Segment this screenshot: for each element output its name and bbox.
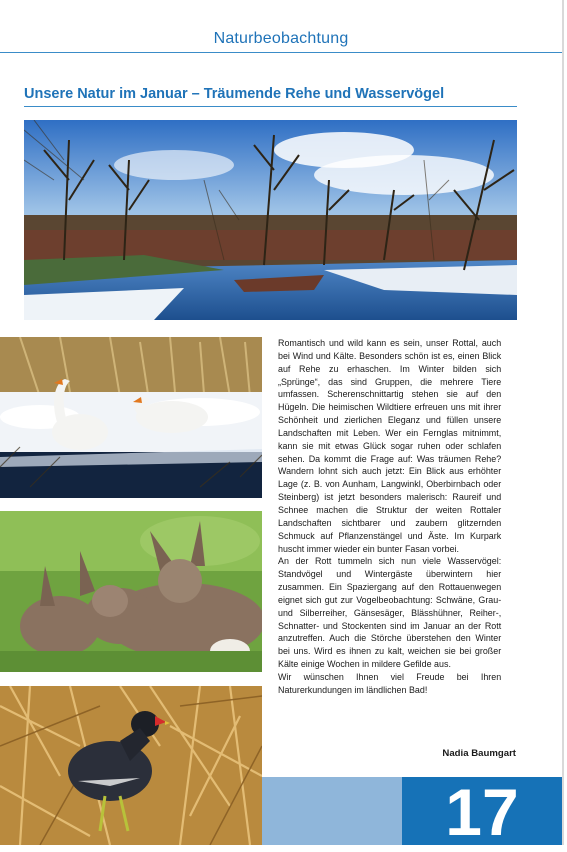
section-title: Naturbeobachtung [213,30,349,47]
article-paragraph: Wir wünschen Ihnen viel Freude bei Ihren Naturerkundungen im ländlichen Bad! [278,671,502,696]
article-paragraph: Romantisch und wild kann es sein, unser Rottal, auch bei Wind und Kälte. Besonders schön ist es, einen Blick auf Rehe zu erhaschen. Im Winter bilden sich „Sprünge“, das sind Gruppen, die mehrere Tiere umfassen. Scherenschnittartig stehen sie auf den Hügeln. Die heimischen Wildtiere erfreuen uns mit ihrer Schönheit und zierlichen Eleganz und füllen unsere Landschaften mit Leben. Wer ein Fernglas mitnimmt, kann sie mit etwas Glück sogar ruhen oder schlafen sehen. Da kommt die Frage auf: Was träumen Rehe? Wandern lohnt sich auch jetzt: Ein Blick aus erhöhter Lage (z. B. von Aunham, Langwinkl, Oberbirnbach oder Steinberg) ist jetzt besonders malerisch: Raureif und Schnee machen die Struktur der weiten Rottaler Landschaften sichtbarer und zaubern glitzernden Schmuck auf Pflanzenstängel und Äste. Im Kurpark huscht immer wieder ein bunter Fasan vorbei. [278,338,502,555]
article-body [278,338,501,698]
winter-river-landscape-photo [24,120,517,320]
page-edge-rule [562,0,564,845]
article-paragraph: An der Rott tummeln sich nun viele Wasservögel: Standvögel und Wintergäste überwintern hier zusammen. Ein Spaziergang auf den Rottauenwegen eignet sich gut zur Vogelbeobachtung: Schwäne, Grau- und Silberreiher, Gänsesäger, Blässhühner, Reiher-, Schnatter- und Stockenten sind im Januar an der Rott anzutreffen. Auch die Störche überstehen den Winter bei uns. Wird es ihnen zu kalt, weichen sie bei großer Kälte einige Wochen in mildere Gefilde aus. [278,556,502,671]
header-divider [0,52,562,53]
author-name: Nadia Baumgart [442,748,516,759]
swans-in-snow-photo [0,337,262,498]
article-title: Unsere Natur im Januar – Träumende Rehe und Wasservögel [24,86,445,102]
footer-light-block [262,777,402,845]
page-number: 17 [445,775,519,849]
moorhen-in-reeds-photo [0,686,262,845]
page-header [0,0,562,54]
title-divider [24,106,517,107]
resting-deer-photo [0,511,262,672]
